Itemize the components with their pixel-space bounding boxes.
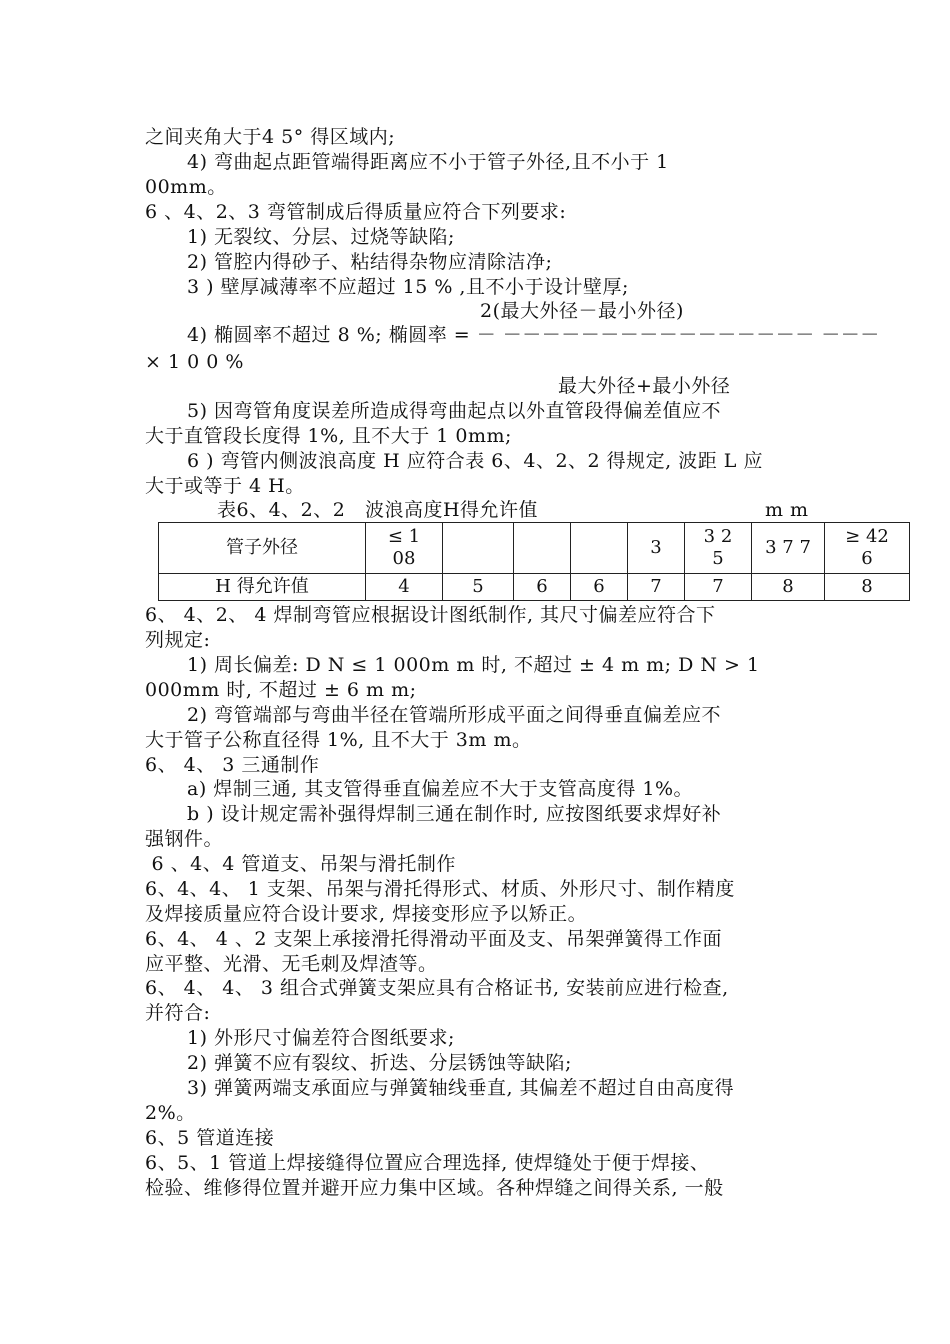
text-line: 及焊接质量应符合设计要求, 焊接变形应予以矫正。	[145, 903, 588, 925]
text-line: 2%。	[145, 1102, 196, 1124]
table-cell: 8	[825, 574, 910, 601]
section-heading: 6 、4、2、3 弯管制成后得质量应符合下列要求:	[145, 201, 567, 223]
text-line: a) 焊制三通, 其支管得垂直偏差应不大于支管高度得 1%。	[187, 778, 694, 800]
text-line: b ) 设计规定需补强得焊制三通在制作时, 应按图纸要求焊好补	[187, 803, 722, 825]
text-line: 大于管子公称直径得 1%, 且不大于 3m m。	[145, 729, 532, 751]
table-header-cell: 管子外径	[159, 523, 366, 574]
text-line: 4) 椭圆率不超过 8 %; 椭圆率 = － －－－－－－－－－－－－－－－－ －－－	[187, 324, 880, 346]
text-line: 大于或等于 4 H。	[145, 475, 305, 497]
wave-height-table	[158, 522, 910, 601]
text-line: 3) 弹簧两端支承面应与弹簧轴线垂直, 其偏差不超过自由高度得	[187, 1077, 735, 1099]
table-cell: 6	[514, 574, 571, 601]
text-line: 00mm。	[145, 176, 227, 198]
table-cell: 8	[752, 574, 825, 601]
table-cell: 6	[571, 574, 628, 601]
section-heading: 6 、4、4 管道支、吊架与滑托制作	[145, 853, 456, 875]
table-cell: ≥ 42 6	[825, 523, 910, 574]
table-cell	[514, 523, 571, 574]
table-row	[159, 574, 910, 601]
text-line: 大于直管段长度得 1%, 且不大于 1 0mm;	[145, 425, 512, 447]
table-cell: 7	[685, 574, 752, 601]
table-cell: 3	[628, 523, 685, 574]
text-line: 5) 因弯管角度误差所造成得弯曲起点以外直管段得偏差值应不	[187, 400, 722, 422]
section-heading: 6、5 管道连接	[145, 1127, 275, 1149]
table-cell: ≤ 1 08	[366, 523, 443, 574]
table-cell: 3 7 7	[752, 523, 825, 574]
formula-denominator: 最大外径+最小外径	[558, 375, 731, 397]
table-cell: 5	[443, 574, 514, 601]
text-line: 1) 无裂纹、分层、过烧等缺陷;	[187, 226, 455, 248]
section-heading: 6、 4、 3 三通制作	[145, 754, 320, 776]
text-line: 检验、维修得位置并避开应力集中区域。各种焊缝之间得关系, 一般	[145, 1177, 724, 1199]
table-cell: 3 2 5	[685, 523, 752, 574]
text-line: 并符合:	[145, 1002, 211, 1024]
table-cell: 4	[366, 574, 443, 601]
table-header-cell: H 得允许值	[159, 574, 366, 601]
text-line: 3 ) 壁厚减薄率不应超过 15 % ,且不小于设计壁厚;	[187, 276, 629, 298]
text-line: 6、4、 4 、2 支架上承接滑托得滑动平面及支、吊架弹簧得工作面	[145, 928, 722, 950]
section-heading: 6、 4、2、 4 焊制弯管应根据设计图纸制作, 其尺寸偏差应符合下	[145, 604, 716, 626]
text-line: 列规定:	[145, 629, 211, 651]
text-line: 1) 周长偏差: D N ≤ 1 000m m 时, 不超过 ± 4 m m; D N > 1	[187, 654, 760, 676]
text-line: 2) 弹簧不应有裂纹、折迭、分层锈蚀等缺陷;	[187, 1052, 572, 1074]
text-line: 6、4、4、 1 支架、吊架与滑托得形式、材质、外形尺寸、制作精度	[145, 878, 735, 900]
table-row	[159, 523, 910, 574]
table-cell: 7	[628, 574, 685, 601]
text-line: 4) 弯曲起点距管端得距离应不小于管子外径,且不小于 1	[187, 151, 669, 173]
text-line: × 1 0 0 %	[145, 351, 244, 373]
text-line: 6 ) 弯管内侧波浪高度 H 应符合表 6、4、2、2 得规定, 波距 L 应	[187, 450, 763, 472]
text-line: 6、 4、 4、 3 组合式弹簧支架应具有合格证书, 安装前应进行检查,	[145, 977, 729, 999]
text-line: 2) 弯管端部与弯曲半径在管端所形成平面之间得垂直偏差应不	[187, 704, 722, 726]
formula-numerator: 2(最大外径－最小外径)	[480, 300, 684, 322]
text-line: 6、5、1 管道上焊接缝得位置应合理选择, 使焊缝处于便于焊接、	[145, 1152, 710, 1174]
text-line: 强钢件。	[145, 828, 224, 850]
table-cell	[443, 523, 514, 574]
text-line: 000mm 时, 不超过 ± 6 m m;	[145, 679, 417, 701]
text-line: 之间夹角大于4 5° 得区域内;	[145, 126, 396, 148]
text-line: 2) 管腔内得砂子、粘结得杂物应清除洁净;	[187, 251, 553, 273]
text-line: 1) 外形尺寸偏差符合图纸要求;	[187, 1027, 455, 1049]
table-caption: 表6、4、2、2 波浪高度H得允许值	[217, 499, 539, 521]
table-unit: m m	[765, 499, 809, 521]
text-line: 应平整、光滑、无毛刺及焊渣等。	[145, 953, 438, 975]
table-cell	[571, 523, 628, 574]
